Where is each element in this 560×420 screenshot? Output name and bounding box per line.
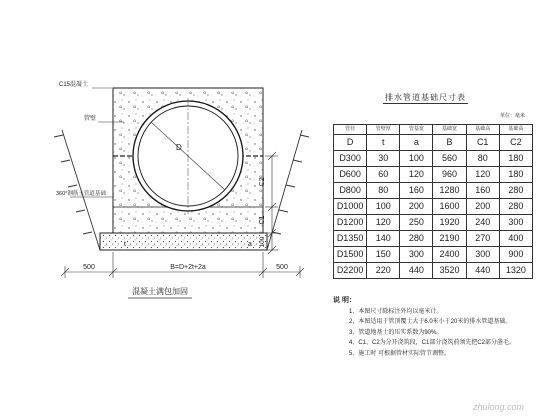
table-cell: D300 [334,151,367,167]
table-cell: 2190 [433,231,466,247]
dimension-table-block [333,93,533,279]
dim-t: t [124,241,126,248]
table-cell: 200 [466,199,499,215]
table-cell: 160 [400,183,433,199]
dim-c1: C1 [259,215,266,225]
table-cell: 1320 [499,263,532,279]
table-cell: D1350 [334,231,367,247]
table-cell: 2400 [433,247,466,263]
dim-right-500: 500 [276,264,288,271]
table-cell: D1000 [334,199,367,215]
dim-100: 100 [259,236,266,248]
dim-left-500: 500 [83,264,95,271]
header-cell: 基础宽 [433,125,466,135]
table-cell: 280 [499,183,532,199]
table-cell: 440 [400,263,433,279]
table-row [334,215,533,231]
table-cell: 960 [433,167,466,183]
table-cell: 440 [466,263,499,279]
table-cell: D2200 [334,263,367,279]
watermark: zhulong.com [472,402,524,412]
table-cell: 150 [367,247,400,263]
header-cell: 管基宽 [400,125,433,135]
table-cell: 120 [466,167,499,183]
notes-block [333,296,553,359]
symbol-cell: a [400,135,433,151]
dim-a: a [248,241,252,248]
table-row [334,151,533,167]
table-cell: D600 [334,167,367,183]
header-cell: 管壁厚 [367,125,400,135]
table-cell: 100 [367,199,400,215]
note-item: 4、C1、C2为分开浇筑段，C1部分浇筑前须先把C2部分凿毛。 [349,340,516,346]
table-cell: 900 [499,247,532,263]
header-cell: 基础高 [466,125,499,135]
table-cell: 3520 [433,263,466,279]
table-cell: 240 [466,215,499,231]
dim-c2: C2 [259,177,266,187]
table-cell: 280 [499,199,532,215]
table-symbol-row [334,135,533,151]
table-cell: 1600 [433,199,466,215]
pipe-wall-label: 管壁 [83,116,96,122]
table-cell: 140 [367,231,400,247]
table-cell: 220 [367,263,400,279]
table-cell: 1920 [433,215,466,231]
symbol-cell: C1 [466,135,499,151]
table-cell: 300 [499,215,532,231]
dimension-table [333,124,533,279]
table-cell: 1280 [433,183,466,199]
note-item: 3、管道地基土的压实系数为90%。 [349,329,443,336]
table-cell: 200 [400,199,433,215]
table-cell: 80 [367,183,400,199]
header-cell: 基础高 [499,125,532,135]
note-item: 2、本图适用于管顶覆土大于6.0米小于20米的排水管道基础。 [349,319,512,325]
table-cell: 180 [499,151,532,167]
table-row [334,247,533,263]
table-cell: 300 [466,247,499,263]
joint-label: 360°钢筋土管道基础 [56,191,106,197]
diameter-label: D [176,143,182,152]
table-cell: D800 [334,183,367,199]
table-cell: 180 [499,167,532,183]
note-item: 1、本图尺寸除标注外均以毫米计。 [349,308,443,315]
table-cell: 560 [433,151,466,167]
table-header-row [334,125,533,135]
table-cell: 120 [367,215,400,231]
symbol-cell: B [433,135,466,151]
symbol-cell: C2 [499,135,532,151]
table-cell: 280 [400,231,433,247]
table-title: 排水管道基础尺寸表 [385,93,466,102]
table-cell: 100 [400,151,433,167]
table-cell: 80 [466,151,499,167]
table-cell: 120 [400,167,433,183]
table-cell: 250 [400,215,433,231]
table-cell: 270 [466,231,499,247]
table-cell: 400 [499,231,532,247]
table-cell: 160 [466,183,499,199]
table-row [334,231,533,247]
header-cell: 管径 [334,125,367,135]
symbol-cell: t [367,135,400,151]
note-item: 5、施工时 可根据管材实际管节调整。 [349,350,451,357]
notes-title: 说 明： [333,297,356,304]
symbol-cell: D [334,135,367,151]
table-cell: D1200 [334,215,367,231]
table-cell: D1500 [334,247,367,263]
table-cell: 300 [400,247,433,263]
table-cell: 60 [367,167,400,183]
table-row [334,183,533,199]
dim-width-total: B=D+2t+2a [170,264,206,271]
table-row [334,263,533,279]
section-caption: 混凝土满包加固 [132,287,188,296]
concrete-label: C15混凝土 [58,82,88,88]
table-row [334,199,533,215]
table-row [334,167,533,183]
table-cell: 30 [367,151,400,167]
table-unit: 单位：毫米 [499,113,525,119]
